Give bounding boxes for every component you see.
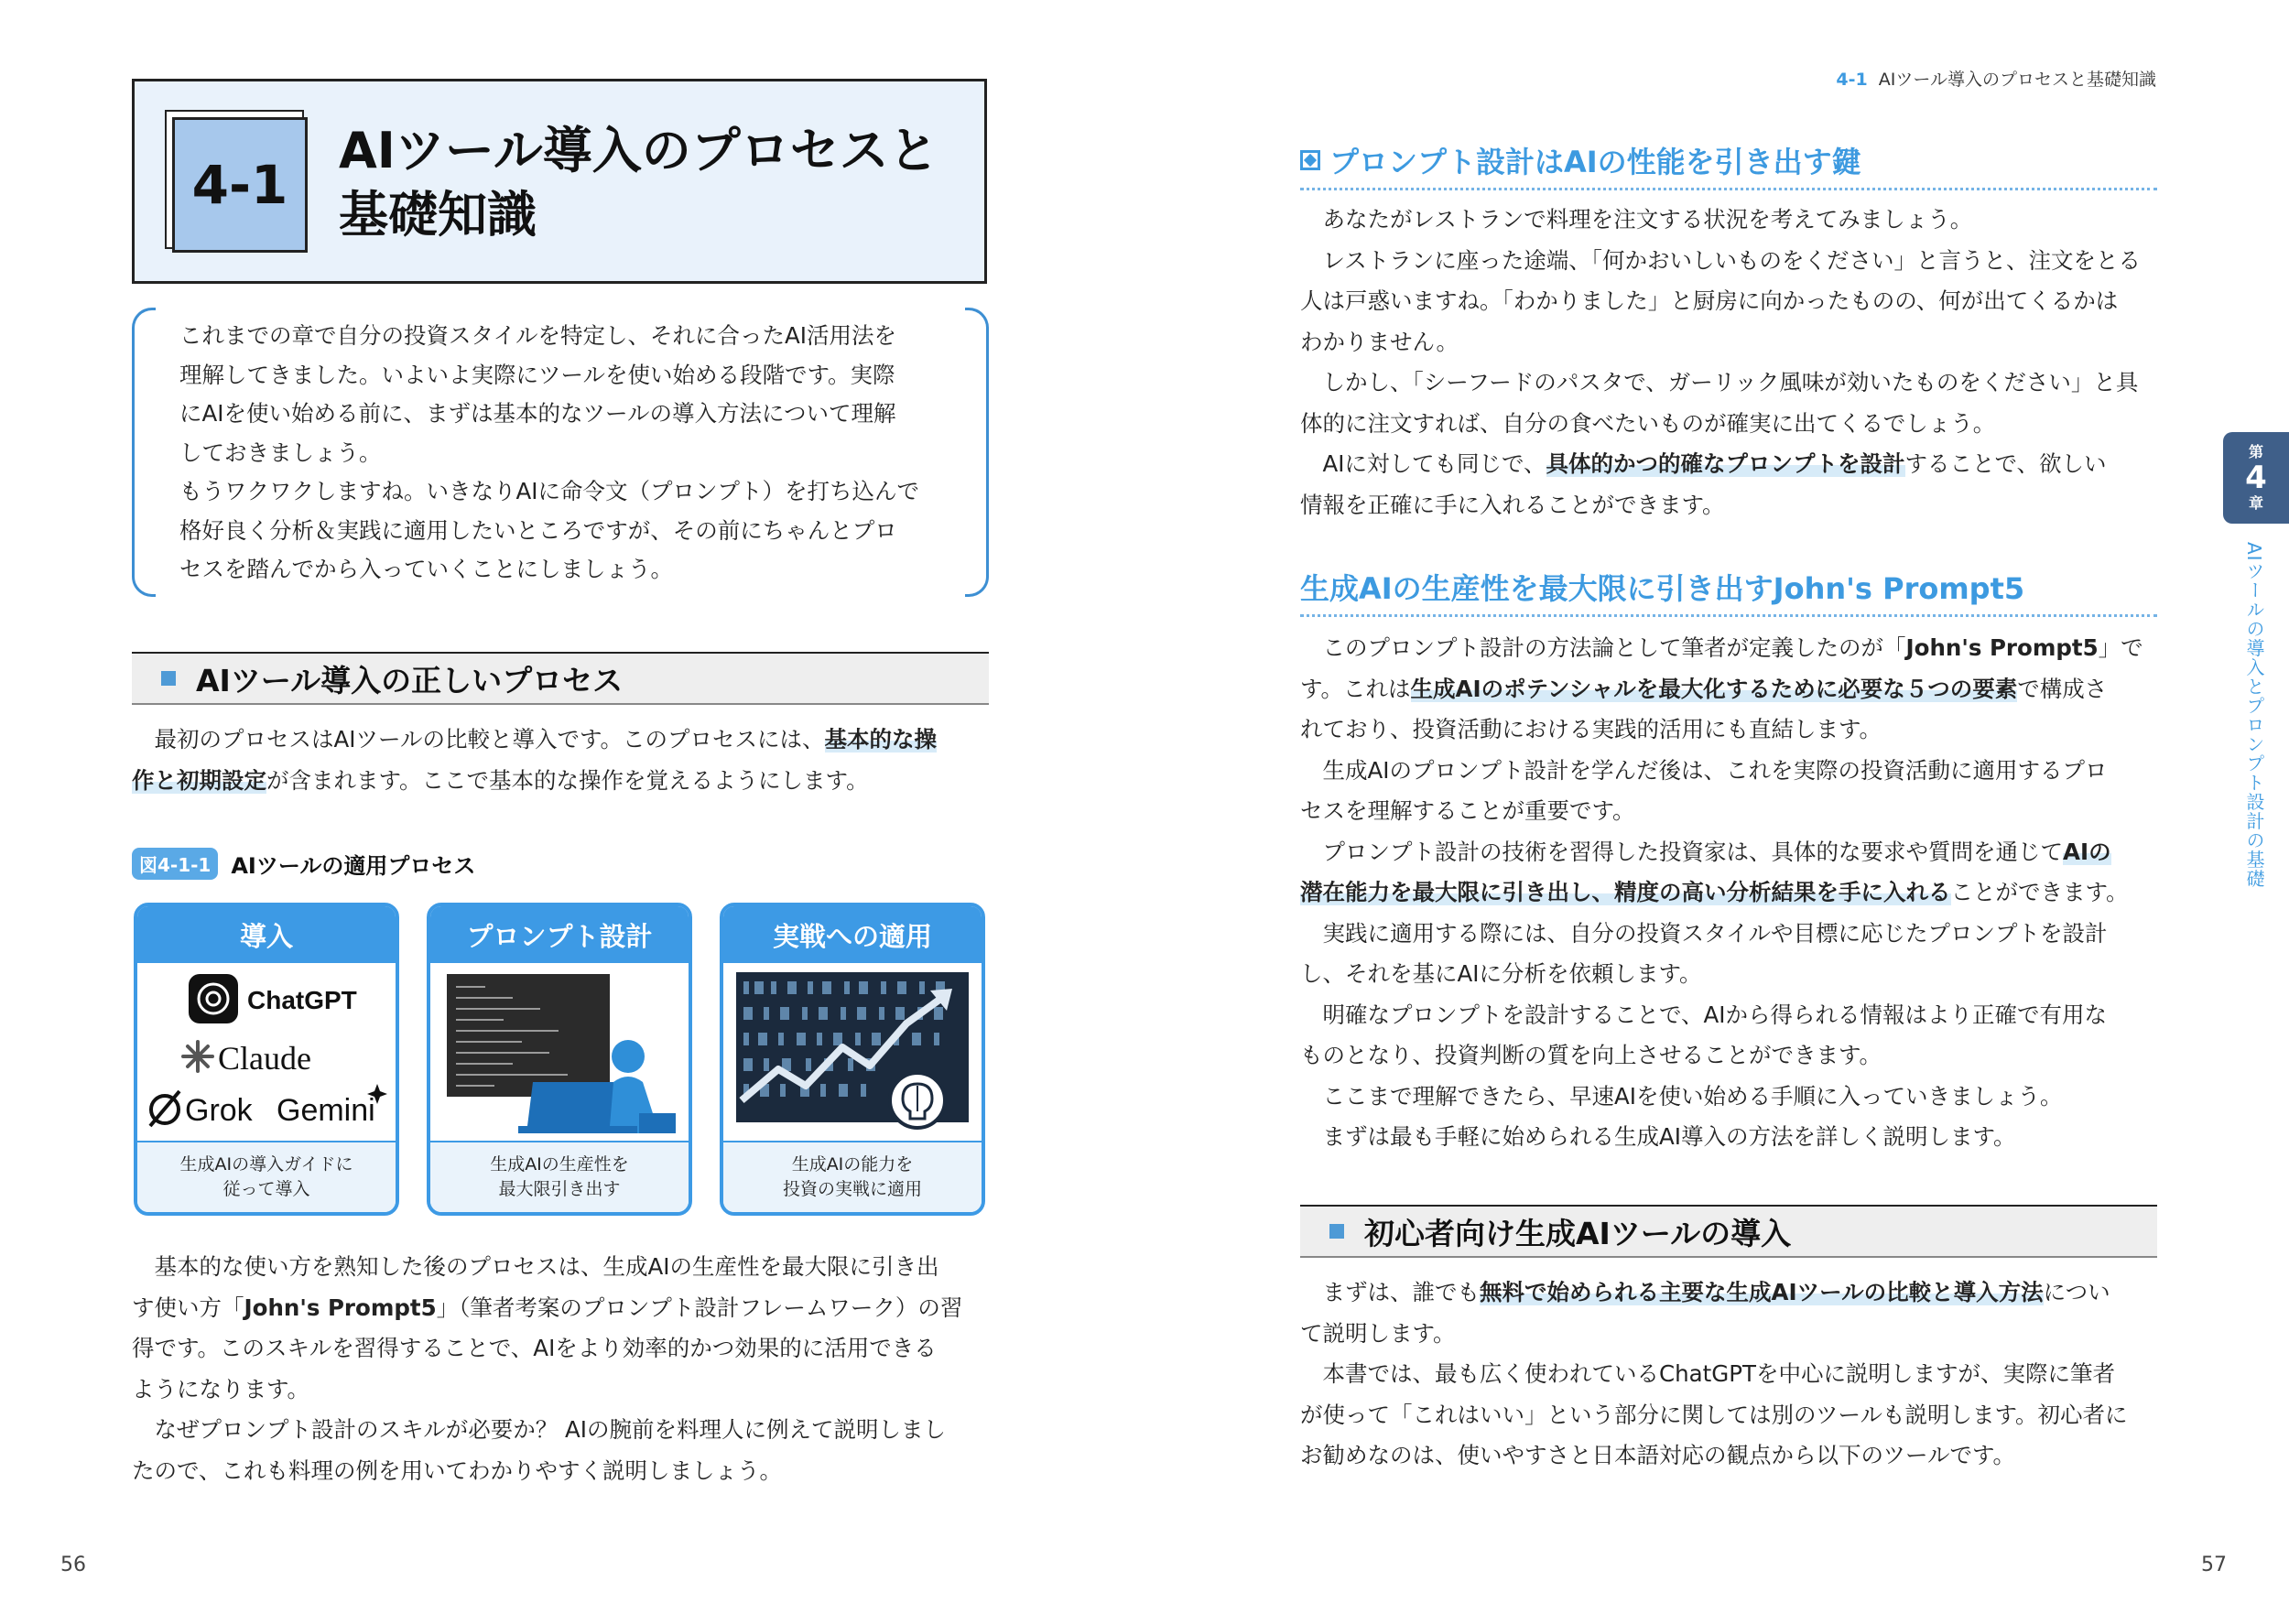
gemini-wordmark: Gemini	[277, 1093, 375, 1128]
figure-tag: 図4-1-1	[132, 848, 218, 880]
card-practical-application: 実戦への適用 生成AIの能力を 投資の実戦に適用	[720, 903, 985, 1216]
claude-star-icon	[183, 1042, 212, 1071]
claude-wordmark: Claude	[218, 1040, 311, 1077]
card-prompt-design: プロンプト設計 生成AIの生産性を 最大限引き出す	[427, 903, 692, 1216]
ai-logos	[137, 963, 396, 1139]
card-introduction: 導入 ChatGPT Claude Grok Gemini 生成AIの導入ガイドに 従って導入	[134, 903, 399, 1216]
chatgpt-logo-icon	[189, 974, 238, 1023]
page-number-left: 56	[60, 1554, 86, 1576]
rotate-square-icon	[1300, 150, 1320, 170]
page-number-right: 57	[2201, 1554, 2227, 1576]
intro-box	[132, 308, 989, 597]
grok-logo-icon	[150, 1091, 179, 1126]
chapter-tab: 第 4 章	[2223, 432, 2289, 524]
intro-text: これまでの章で自分の投資スタイルを特定し、それに合ったAI活用法を 理解してきました。いよいよ実際にツールを使い始める段階です。実際 にAIを使い始める前に、まずは基本的なツールの導入方法について理解 しておきましょう。 もうワクワクしますね。いきなりAIに命令文（プロンプト）を打ち込んで 格好良く分析＆実践に適用したいところですが、その前にちゃんとプロ セスを踏んでから入っていくことにしましょう。	[179, 322, 919, 582]
running-head: 4-1 AIツール導入のプロセスと基礎知識	[1836, 70, 2156, 90]
chapter-vertical-title: AIツールの導入とプロンプト設計の基礎	[2243, 542, 2265, 889]
section-prompt-key-text: あなたがレストランで料理を注文する状況を考えてみましょう。 レストランに座った途端、「何かおいしいものをください」と言うと、注文をとる 人は戸惑いますね。「わかりました」と厨房に向かったものの、何が出てくるかは わかりません。 しかし、「シーフードのパスタで、ガーリック風味が効いたものをください」と具 体的に注文すれば、自分の食べたいものが確実に出てくるでしょう。 AIに対しても同じで、具体的かつ的確なプロンプトを設計することで、欲しい 情報を正確に手に入れることができます。	[1300, 206, 2142, 518]
heading-john-prompt5: 生成AIの生産性を最大限に引き出すJohn's Prompt5	[1300, 564, 2157, 617]
heading-correct-process: AIツール導入の正しいプロセス	[132, 652, 989, 705]
paragraph-2: 基本的な使い方を熟知した後のプロセスは、生成AIの生産性を最大限に引き出 す使い方「John's Prompt5」（筆者考案のプロンプト設計フレームワーク）の習 得です。このスキルを習得することで、AIをより効率的かつ効果的に活用できる ようになります。 なぜプロンプト設計のスキルが必要か？ AIの腕前を料理人に例えて説明しまし たので、これも料理の例を用いてわかりやすく説明しましょう。	[132, 1253, 963, 1484]
section-title: AIツール導入のプロセスと 基礎知識	[339, 122, 938, 244]
paragraph-1: 最初のプロセスはAIツールの比較と導入です。このプロセスには、基本的な操 作と初期設定が含まれます。ここで基本的な操作を覚えるようにします。	[132, 726, 938, 794]
chatgpt-wordmark: ChatGPT	[247, 986, 357, 1014]
section-john-prompt5-text: このプロンプト設計の方法論として筆者が定義したのが「John's Prompt5」で す。これは生成AIのポテンシャルを最大化するために必要な５つの要素で構成さ れており、投資活動における実践的活用にも直結します。 生成AIのプロンプト設計を学んだ後は、これを実際の投資活動に適用するプロ セスを理解することが重要です。 プロンプト設計の技術を習得した投資家は、具体的な要求や質問を通じてAIの 潜在能力を最大限に引き出し、精度の高い分析結果を手に入れることができます。 実践に適用する際には、自分の投資スタイルや目標に応じたプロンプトを設計 し、それを基にAIに分析を依頼します。 明確なプロンプトを設計することで、AIから得られる情報はより正確で有用な ものとなり、投資判断の質を向上させることができます。 ここまで理解できたら、早速AIを使い始める手順に入っていきましょう。 まずは最も手軽に始められる生成AI導入の方法を詳しく説明します。	[1300, 634, 2143, 1150]
rising-chart-brain-illustration	[723, 963, 982, 1139]
heading-beginner-tools: 初心者向け生成AIツールの導入	[1300, 1205, 2157, 1258]
figure-title: AIツールの適用プロセス	[231, 852, 476, 879]
section-beginner-tools-text: まずは、誰でも無料で始められる主要な生成AIツールの比較と導入方法につい て説明します。 本書では、最も広く使われているChatGPTを中心に説明しますが、実際に筆者 が使って「これはいい」という部分に関しては別のツールも説明します。初心者に お勧めなのは、使いやすさと日本語対応の観点から以下のツールです。	[1300, 1279, 2128, 1468]
grok-wordmark: Grok	[185, 1093, 253, 1128]
square-bullet-icon	[1329, 1224, 1344, 1239]
section-number: 4-1	[172, 117, 308, 253]
square-bullet-icon	[161, 671, 176, 686]
heading-prompt-key: プロンプト設計はAIの性能を引き出す鍵	[1300, 137, 2157, 190]
person-at-laptop-illustration	[430, 963, 689, 1139]
figure-caption	[132, 848, 475, 879]
